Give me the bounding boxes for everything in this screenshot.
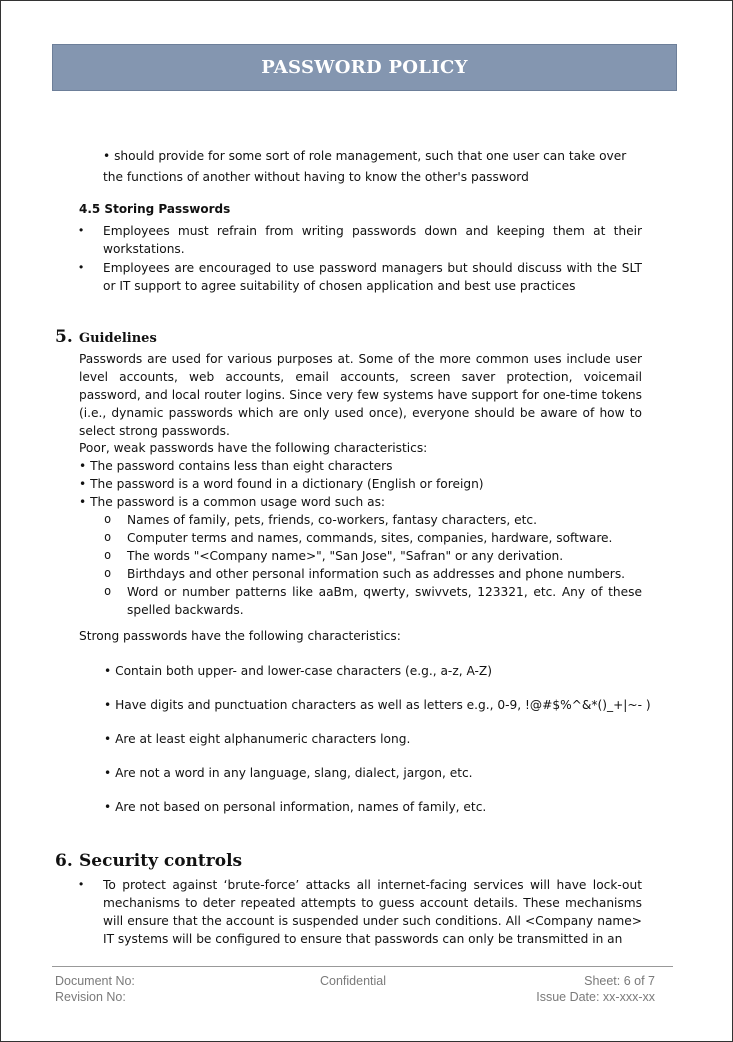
weak-sub-bullet: Names of family, pets, friends, co-workers, fantasy characters, etc. — [127, 513, 537, 527]
weak-sub-bullet: Word or number patterns like aaBm, qwerty, swivvets, 123321, etc. Any of these spelled backwards. — [127, 585, 642, 617]
section-5-intro: Passwords are used for various purposes at. Some of the more common uses include user level accounts, web accounts, email accounts, screen saver protection, voicemail password, and local router logins. Since very few systems have support for one-time tokens (i.e., dynamic passwords which are only used once), everyone should be aware of how to select strong passwords. — [79, 352, 642, 438]
bullet-icon: • — [79, 260, 84, 274]
circle-bullet-icon: o — [104, 530, 112, 544]
continued-bullet-text: • should provide for some sort of role management, such that one user can take over the functions of another without having to know the other's password — [103, 149, 627, 184]
section-4-5-bullet: Employees must refrain from writing passwords down and keeping them at their workstations. — [103, 224, 642, 256]
bullet-icon: • — [79, 877, 84, 891]
confidential-label: Confidential — [320, 974, 387, 988]
weak-sub-bullet: The words "<Company name>", "San Jose", "Safran" or any derivation. — [127, 549, 564, 563]
section-6-bullet: To protect against ‘brute-force’ attacks all internet-facing services will have lock-out mechanisms to deter repeated attempts to guess account details. These mechanisms will ensure that the account is suspended under such conditions. All <Company name> IT systems will be configured to ensure that passwords can only be transmitted in an — [103, 878, 642, 946]
strong-bullet: • Have digits and punctuation characters as well as letters e.g., 0-9, !@#$%^&*()_+|~- ) — [104, 698, 651, 712]
weak-passwords-intro: Poor, weak passwords have the following characteristics: — [79, 441, 428, 455]
header-banner — [52, 44, 677, 91]
issue-date: Issue Date: xx-xxx-xx — [536, 990, 655, 1004]
section-4-5-bullet: Employees are encouraged to use password managers but should discuss with the SLT or IT support to agree suitability of chosen application and best use practices — [103, 261, 642, 293]
strong-bullet: • Are not a word in any language, slang, dialect, jargon, etc. — [104, 766, 473, 780]
strong-bullet: • Are at least eight alphanumeric characters long. — [104, 732, 411, 746]
page-title: PASSWORD POLICY — [261, 57, 468, 78]
circle-bullet-icon: o — [104, 548, 112, 562]
weak-bullet: • The password is a word found in a dictionary (English or foreign) — [79, 477, 484, 491]
revision-no-label: Revision No: — [55, 990, 126, 1004]
section-4-5-heading: 4.5 Storing Passwords — [79, 202, 231, 216]
strong-passwords-intro: Strong passwords have the following characteristics: — [79, 629, 401, 643]
circle-bullet-icon: o — [104, 512, 112, 526]
document-no-label: Document No: — [55, 974, 135, 988]
weak-sub-bullet: Computer terms and names, commands, sites, companies, hardware, software. — [127, 531, 613, 545]
weak-sub-bullet: Birthdays and other personal information such as addresses and phone numbers. — [127, 567, 626, 581]
section-5-heading: Guidelines — [79, 331, 157, 346]
weak-bullet: • The password is a common usage word such as: — [79, 495, 386, 509]
strong-bullet: • Contain both upper- and lower-case characters (e.g., a-z, A-Z) — [104, 664, 493, 678]
circle-bullet-icon: o — [104, 566, 112, 580]
bullet-icon: • — [79, 223, 84, 237]
section-6-number: 6. — [55, 851, 73, 871]
weak-bullet: • The password contains less than eight characters — [79, 459, 393, 473]
section-5-number: 5. — [55, 327, 73, 347]
section-6-heading: Security controls — [79, 851, 243, 871]
sheet-number: Sheet: 6 of 7 — [584, 974, 655, 988]
footer-divider — [52, 966, 673, 967]
circle-bullet-icon: o — [104, 584, 112, 598]
strong-bullet: • Are not based on personal information, names of family, etc. — [104, 800, 487, 814]
